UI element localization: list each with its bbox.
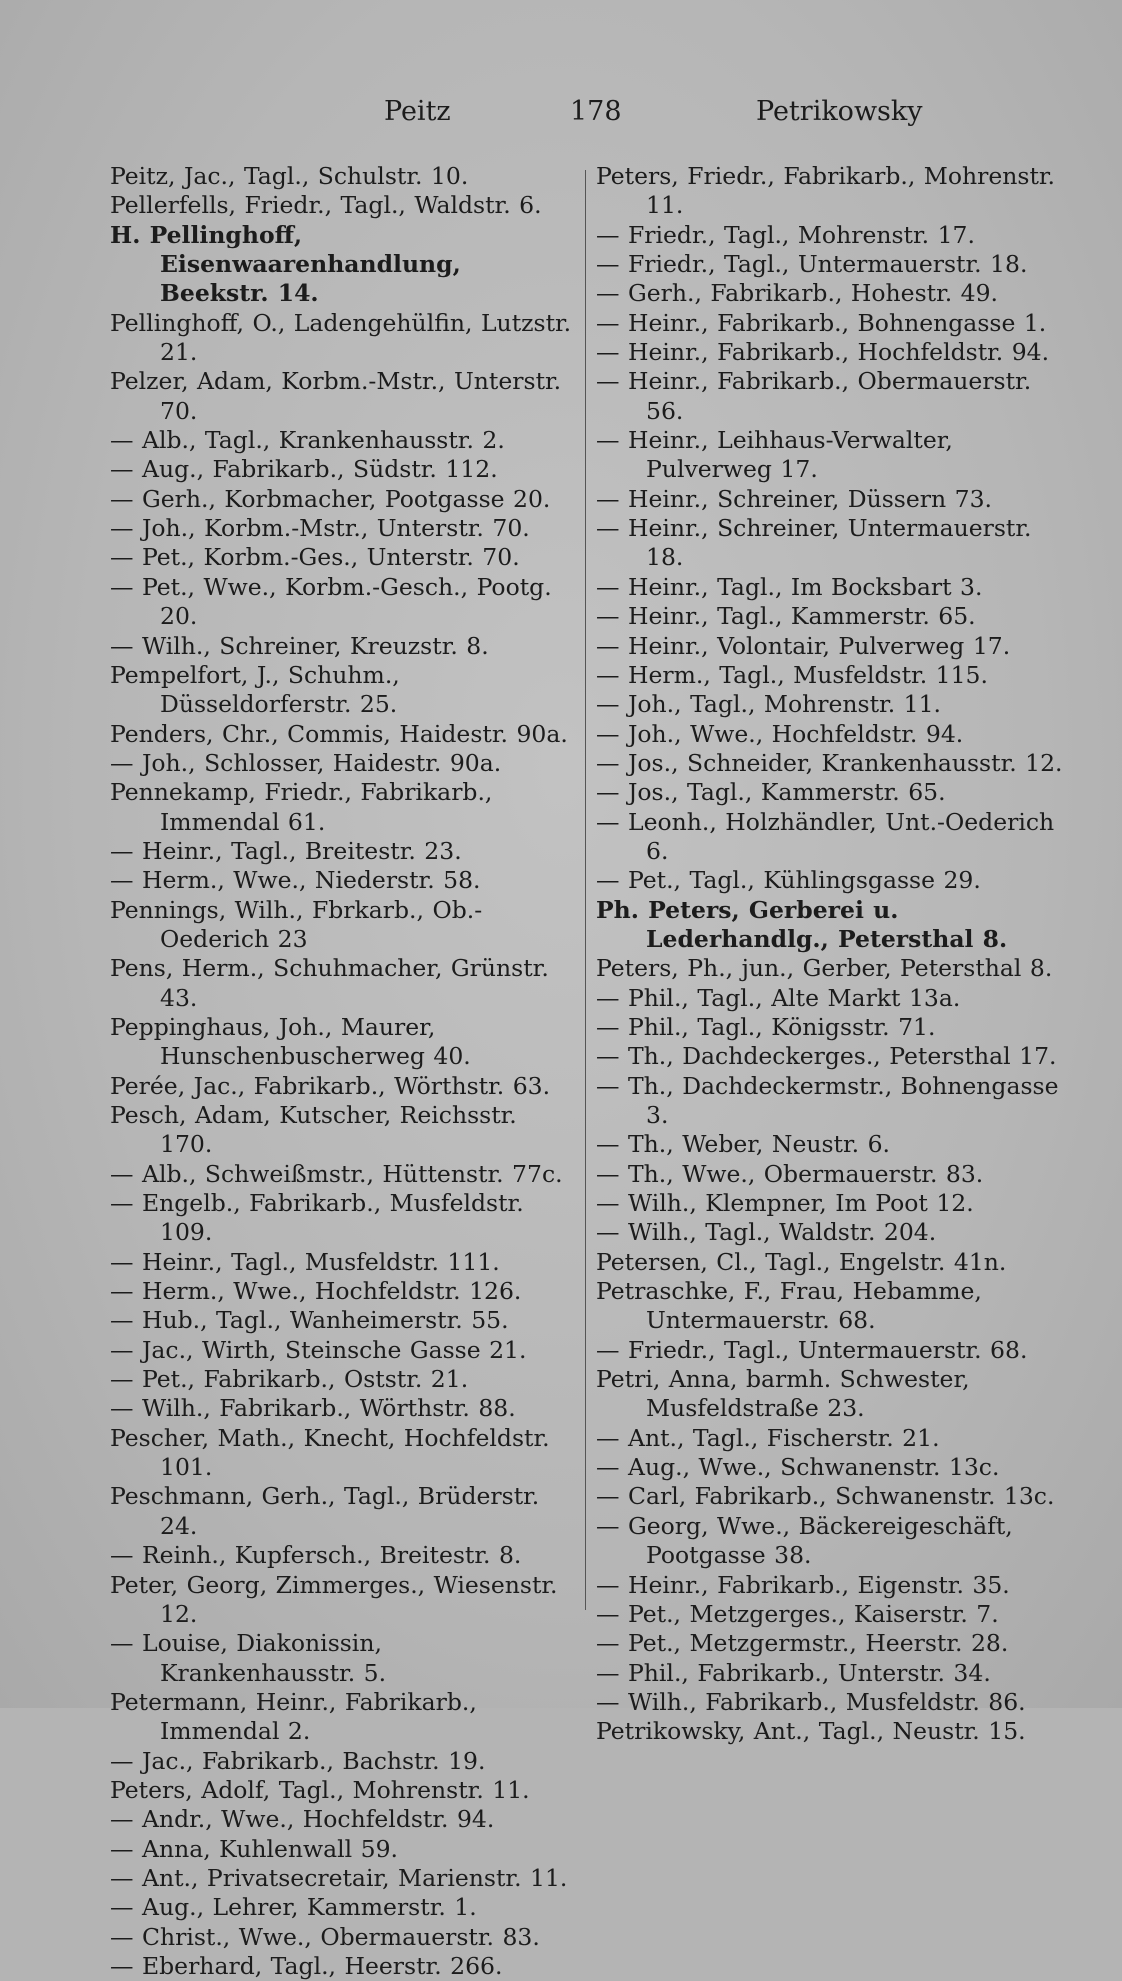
directory-entry: — Phil., Tagl., Königsstr. 71. [596, 1012, 936, 1041]
right-column [596, 162, 1064, 1747]
directory-entry: — Wilh., Fabrikarb., Wörthstr. 88. [110, 1394, 516, 1423]
directory-entry: — Aug., Lehrer, Kammerstr. 1. [110, 1893, 477, 1922]
directory-entry: — Pet., Korbm.-Ges., Unterstr. 70. [110, 543, 520, 572]
directory-entry: — Phil., Fabrikarb., Unterstr. 34. [596, 1658, 991, 1687]
directory-entry: — Gerh., Korbmacher, Pootgasse 20. [110, 484, 551, 513]
directory-entry: — Pet., Metzgerges., Kaiserstr. 7. [596, 1599, 999, 1628]
directory-entry: Petermann, Heinr., Fabrikarb., Immendal 2. [110, 1687, 477, 1746]
directory-entry: — Joh., Tagl., Mohrenstr. 11. [596, 690, 942, 719]
directory-entry: — Christ., Wwe., Obermauerstr. 83. [110, 1922, 540, 1951]
directory-entry: — Gerh., Fabrikarb., Hohestr. 49. [596, 279, 999, 308]
directory-entry: — Alb., Schweißmstr., Hüttenstr. 77c. [110, 1159, 563, 1188]
directory-entry: — Heinr., Schreiner, Düssern 73. [596, 484, 992, 513]
directory-entry: — Heinr., Fabrikarb., Obermauerstr. 56. [596, 367, 1032, 425]
directory-entry: — Andr., Wwe., Hochfeldstr. 94. [110, 1805, 495, 1834]
directory-entry: Peppinghaus, Joh., Maurer, Hunschenbuscherweg 40. [110, 1012, 471, 1071]
column-divider [585, 170, 586, 1610]
directory-entry: — Friedr., Tagl., Mohrenstr. 17. [596, 220, 975, 249]
directory-entry: — Wilh., Tagl., Waldstr. 204. [596, 1218, 937, 1247]
directory-entry: — Alb., Tagl., Krankenhausstr. 2. [110, 426, 505, 455]
directory-entry: — Jac., Wirth, Steinsche Gasse 21. [110, 1335, 527, 1364]
directory-entry: — Jos., Schneider, Krankenhausstr. 12. [596, 748, 1063, 777]
header-last-name: Petrikowsky [756, 96, 923, 127]
directory-entry: — Th., Dachdeckermstr., Bohnengasse 3. [596, 1071, 1059, 1129]
directory-entry: Peter, Georg, Zimmerges., Wiesenstr. 12. [110, 1570, 558, 1628]
directory-entry: Perée, Jac., Fabrikarb., Wörthstr. 63. [110, 1071, 551, 1100]
directory-entry: — Herm., Wwe., Niederstr. 58. [110, 866, 481, 895]
directory-entry: Peters, Friedr., Fabrikarb., Mohrenstr. 11. [596, 162, 1056, 220]
directory-entry: — Herm., Wwe., Hochfeldstr. 126. [110, 1277, 522, 1306]
directory-entry: — Reinh., Kupfersch., Breitestr. 8. [110, 1541, 522, 1570]
directory-entry: Peschmann, Gerh., Tagl., Brüderstr. 24. [110, 1482, 540, 1540]
directory-entry: — Hub., Tagl., Wanheimerstr. 55. [110, 1306, 509, 1335]
directory-entry: — Joh., Wwe., Hochfeldstr. 94. [596, 719, 964, 748]
directory-entry: — Leonh., Holzhändler, Unt.-Oederich 6. [596, 807, 1055, 865]
directory-entry: — Joh., Schlosser, Haidestr. 90a. [110, 748, 502, 777]
directory-entry: H. Pellinghoff, Eisenwaarenhandlung, Beekstr. 14. [110, 220, 461, 308]
directory-entry: Peitz, Jac., Tagl., Schulstr. 10. [110, 162, 469, 190]
directory-entry: — Th., Dachdeckerges., Petersthal 17. [596, 1042, 1057, 1071]
directory-entry: Peters, Ph., jun., Gerber, Petersthal 8. [596, 954, 1053, 983]
directory-entry: — Th., Wwe., Obermauerstr. 83. [596, 1159, 984, 1188]
directory-entry: Penders, Chr., Commis, Haidestr. 90a. [110, 719, 568, 748]
directory-entry: Peters, Adolf, Tagl., Mohrenstr. 11. [110, 1775, 530, 1804]
directory-entry: — Friedr., Tagl., Untermauerstr. 18. [596, 250, 1028, 279]
directory-entry: — Herm., Tagl., Musfeldstr. 115. [596, 660, 988, 689]
directory-entry: — Jac., Fabrikarb., Bachstr. 19. [110, 1746, 486, 1775]
directory-entry: Petersen, Cl., Tagl., Engelstr. 41n. [596, 1247, 1007, 1276]
directory-entry: Pens, Herm., Schuhmacher, Grünstr. 43. [110, 954, 549, 1012]
directory-entry: — Engelb., Fabrikarb., Musfeldstr. 109. [110, 1189, 524, 1247]
left-column [110, 162, 575, 1981]
directory-entry: — Pet., Wwe., Korbm.-Gesch., Pootg. 20. [110, 572, 552, 631]
directory-entry: — Eberhard, Tagl., Heerstr. 266. [110, 1951, 503, 1980]
directory-entry: Pelzer, Adam, Korbm.-Mstr., Unterstr. 70. [110, 367, 562, 425]
directory-entry: Petri, Anna, barmh. Schwester, Musfeldstraße 23. [596, 1365, 970, 1423]
directory-entry: — Heinr., Leihhaus-Verwalter, Pulverweg 17. [596, 426, 953, 484]
directory-entry: — Carl, Fabrikarb., Schwanenstr. 13c. [596, 1482, 1055, 1511]
directory-entry: Pellinghoff, O., Ladengehülfin, Lutzstr. 21. [110, 308, 572, 367]
directory-entry: — Wilh., Schreiner, Kreuzstr. 8. [110, 631, 489, 660]
directory-entry: — Aug., Wwe., Schwanenstr. 13c. [596, 1453, 1000, 1482]
directory-entry: Petrikowsky, Ant., Tagl., Neustr. 15. [596, 1717, 1026, 1746]
directory-entry: — Anna, Kuhlenwall 59. [110, 1834, 399, 1863]
directory-entry: — Heinr., Fabrikarb., Eigenstr. 35. [596, 1570, 1010, 1599]
directory-entry: — Ant., Tagl., Fischerstr. 21. [596, 1423, 940, 1452]
directory-entry: — Georg, Wwe., Bäckereigeschäft, Pootgasse 38. [596, 1511, 1013, 1570]
directory-entry: — Heinr., Tagl., Musfeldstr. 111. [110, 1247, 500, 1276]
directory-entry: Pellerfells, Friedr., Tagl., Waldstr. 6. [110, 191, 542, 220]
directory-entry: Pennekamp, Friedr., Fabrikarb., Immendal 61. [110, 778, 493, 836]
directory-entry: Petraschke, F., Frau, Hebamme, Untermauerstr. 68. [596, 1277, 982, 1335]
directory-entry: — Wilh., Klempner, Im Poot 12. [596, 1189, 974, 1218]
directory-entry: — Th., Weber, Neustr. 6. [596, 1130, 890, 1159]
directory-entry: Ph. Peters, Gerberei u. Lederhandlg., Petersthal 8. [596, 895, 1008, 953]
directory-entry: — Friedr., Tagl., Untermauerstr. 68. [596, 1335, 1028, 1364]
directory-entry: Pescher, Math., Knecht, Hochfeldstr. 101. [110, 1423, 550, 1482]
directory-entry: — Louise, Diakonissin, Krankenhausstr. 5. [110, 1629, 387, 1687]
directory-entry: — Heinr., Tagl., Kammerstr. 65. [596, 602, 976, 631]
directory-entry: — Jos., Tagl., Kammerstr. 65. [596, 778, 946, 807]
directory-entry: Pennings, Wilh., Fbrkarb., Ob.-Oederich 23 [110, 895, 483, 953]
directory-entry: — Pet., Tagl., Kühlingsgasse 29. [596, 866, 981, 895]
directory-entry: — Heinr., Fabrikarb., Hochfeldstr. 94. [596, 338, 1050, 367]
header-first-name: Peitz [384, 96, 451, 127]
directory-entry: — Heinr., Schreiner, Untermauerstr. 18. [596, 514, 1032, 572]
page-header [100, 96, 1030, 136]
directory-entry: — Pet., Fabrikarb., Oststr. 21. [110, 1365, 469, 1394]
directory-entry: — Wilh., Fabrikarb., Musfeldstr. 86. [596, 1687, 1026, 1716]
directory-entry: — Aug., Fabrikarb., Südstr. 112. [110, 455, 498, 484]
directory-entry: — Heinr., Tagl., Breitestr. 23. [110, 836, 462, 865]
directory-entry: — Heinr., Fabrikarb., Bohnengasse 1. [596, 308, 1047, 337]
directory-entry: Pempelfort, J., Schuhm., Düsseldorferstr. 25. [110, 660, 400, 719]
directory-entry: — Heinr., Tagl., Im Bocksbart 3. [596, 572, 983, 601]
directory-entry: — Joh., Korbm.-Mstr., Unterstr. 70. [110, 514, 530, 543]
page-number: 178 [570, 96, 622, 127]
directory-entry: — Ant., Privatsecretair, Marienstr. 11. [110, 1863, 568, 1892]
directory-entry: — Pet., Metzgermstr., Heerstr. 28. [596, 1629, 1009, 1658]
directory-entry: — Phil., Tagl., Alte Markt 13a. [596, 983, 961, 1012]
directory-entry: Pesch, Adam, Kutscher, Reichsstr. 170. [110, 1101, 517, 1159]
directory-entry: — Heinr., Volontair, Pulverweg 17. [596, 631, 1011, 660]
